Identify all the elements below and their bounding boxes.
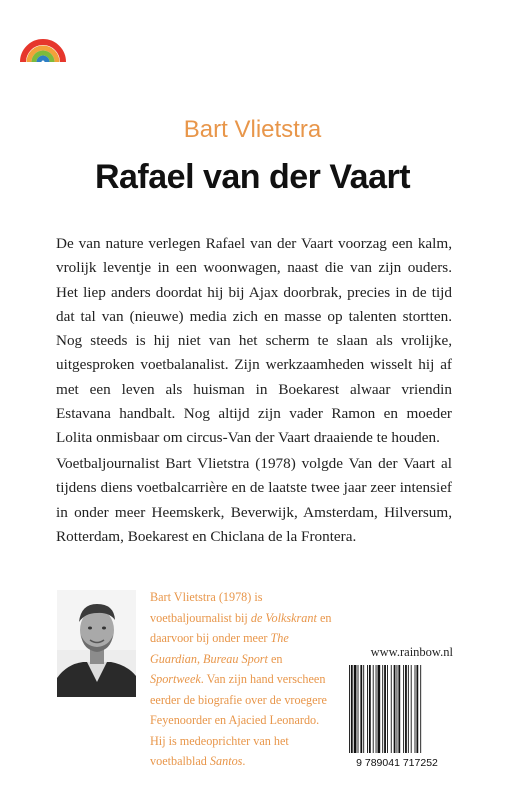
bio-text: , [196, 651, 204, 666]
author-name: Bart Vlietstra [183, 116, 322, 143]
author-paragraph: Voetbaljournalist Bart Vlietstra (1978) volgde Van der Vaart al tijdens diens voetbalcarrière en de laatste twee jaar zeer intensief in onder meer Heemskerk, Beverwijk, Amsterdam, Hilversum, Rotterdam, Boekarest en Chiclana de la Frontera. [56, 455, 452, 545]
bio-publication: The Guardian [150, 631, 289, 666]
bio-publication: Sportweek [150, 672, 201, 686]
blurb-paragraph: De van nature verlegen Rafael van der Vaart voorzag een kalm, vrolijk leventje in een woonwagen, naast die van zijn ouders. Het liep anders doordat hij bij Ajax doorbrak, precies in de tijd dat tal van (nieuwe) media zich en masse op talenten stortten. Nog steeds is hij niet van het scherm te slaan als vrolijke, uitgesproken voetbalanalist. Zijn werkzaamheden wisselt hij af met een leven als huisman in Boekarest alwaar vriendin Estavana handbalt. Nog altijd zijn vader Ramon en moeder Lolita onmisbaar om circus-Van der Vaart draaiende te houden. [56, 235, 452, 447]
bio-text: . Van zijn hand verscheen eerder de biografie over de vroegere Feyenoorder en Ajacied Leonardo. Hij is medeoprichter van het voetbalblad [150, 672, 327, 768]
isbn-number: 9 789041 717252 [356, 757, 438, 769]
author-bio [150, 587, 335, 772]
rainbow-logo-icon [20, 20, 66, 64]
website-url: www.rainbow.nl [370, 645, 453, 659]
bio-text: en daarvoor bij onder meer [150, 610, 332, 645]
bio-text: . [242, 754, 246, 768]
barcode [347, 665, 447, 769]
book-title: Rafael van der Vaart [94, 158, 411, 196]
bio-publication: Bureau Sport [203, 651, 268, 666]
bio-publication: Santos [209, 754, 243, 768]
author-photo [57, 590, 136, 697]
bio-text: en [267, 651, 283, 666]
bio-text: Bart Vlietstra (1978) is voetbaljournalist bij [150, 590, 263, 625]
bio-publication: de Volkskrant [250, 610, 317, 625]
